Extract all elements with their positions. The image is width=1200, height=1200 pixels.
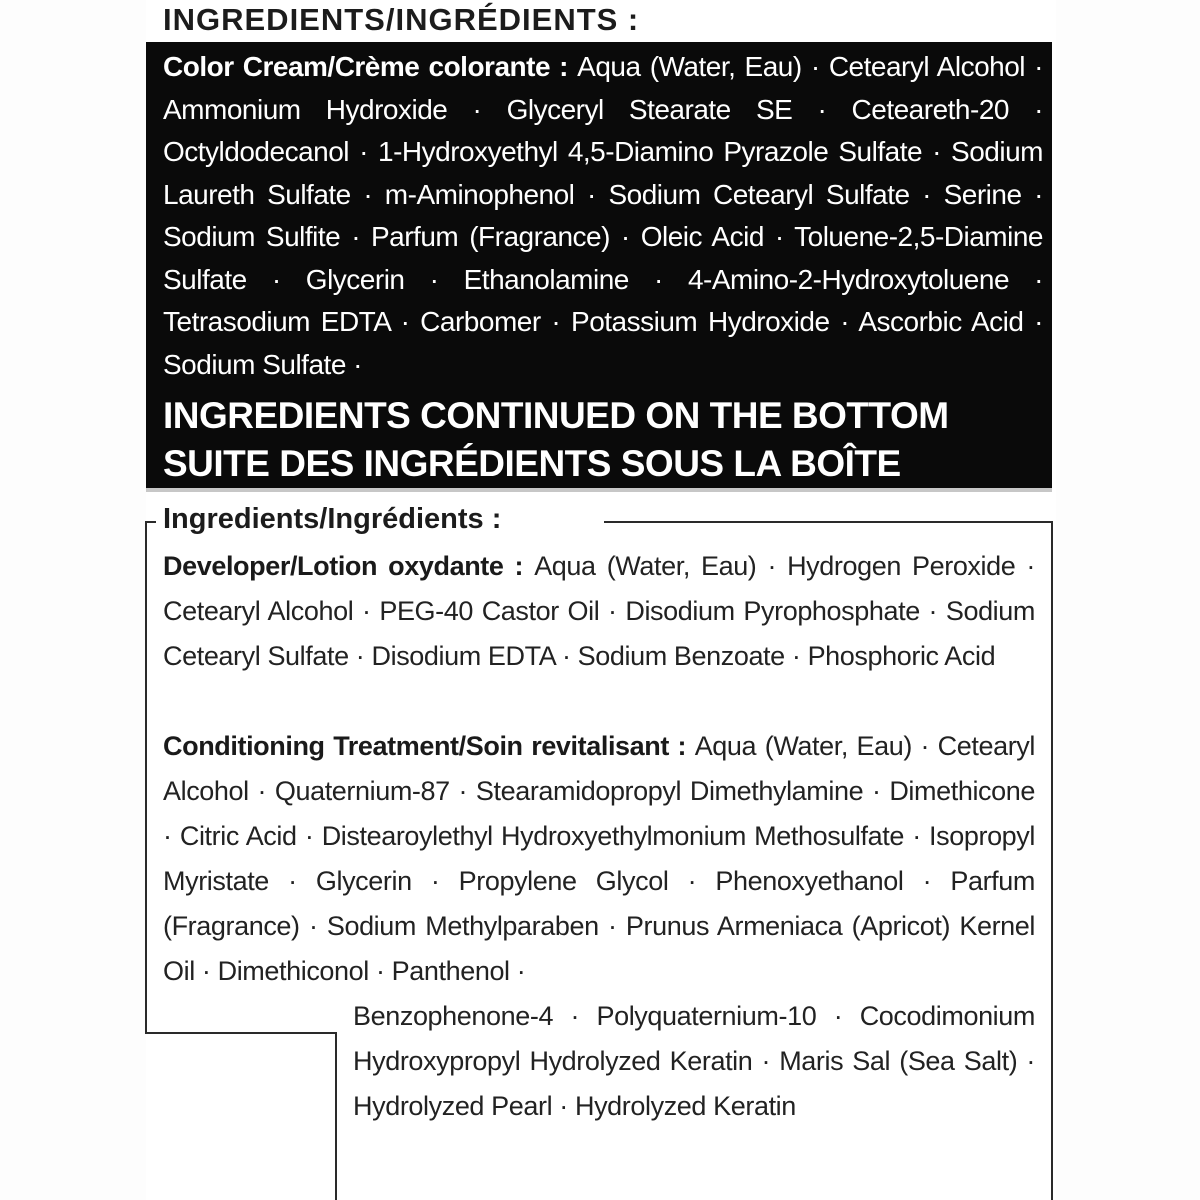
developer-list: Aqua (Water, Eau) · Hydrogen Peroxide · Cetearyl Alcohol · PEG-40 Castor Oil · Disodium Pyrophosphate · Sodium Cetearyl Sulfate · Disodium EDTA · Sodium Benzoate · Phosphoric Acid bbox=[163, 551, 1036, 671]
conditioner-ingredients-continued bbox=[353, 994, 1035, 1129]
color-cream-list: Aqua (Water, Eau) · Cetearyl Alcohol · Ammonium Hydroxide · Glyceryl Stearate SE · Ceteareth-20 · Octyldodecanol · 1-Hydroxyethyl 4,5-Diamino Pyrazole Sulfate · Sodium Laureth Sulfate · m-Aminophenol · Sodium Cetearyl Sulfate · Serine · Sodium Sulfite · Parfum (Fragrance) · Oleic Acid · Toluene-2,5-Diamine Sulfate · Glycerin · Ethanolamine · 4-Amino-2-Hydroxytoluene · Tetrasodium EDTA · Carbomer · Potassium Hydroxide · Ascorbic Acid · Sodium Sulfate · bbox=[163, 51, 1043, 380]
conditioner-list-part2: Benzophenone-4 · Polyquaternium-10 · Cocodimonium Hydroxypropyl Hydrolyzed Keratin · Maris Sal (Sea Salt) · Hydrolyzed Pearl · Hydrolyzed Keratin bbox=[353, 1001, 1035, 1121]
bottom-ingredients-heading: Ingredients/Ingrédients : bbox=[163, 503, 511, 536]
developer-label: Developer/Lotion oxydante : bbox=[163, 551, 535, 581]
developer-ingredients bbox=[163, 544, 1035, 679]
conditioner-label: Conditioning Treatment/Soin revitalisant : bbox=[163, 731, 695, 761]
continued-notice-english: INGREDIENTS CONTINUED ON THE BOTTOM bbox=[163, 395, 949, 436]
conditioner-list-part1: Aqua (Water, Eau) · Cetearyl Alcohol · Quaternium-87 · Stearamidopropyl Dimethylamine · Dimethicone · Citric Acid · Distearoylethyl Hydroxyethylmonium Methosulfate · Isopropyl Myristate · Glycerin · Propylene Glycol · Phenoxyethanol · Parfum (Fragrance) · Sodium Methylparaben · Prunus Armeniaca (Apricot) Kernel Oil · Dimethiconol · Panthenol · bbox=[163, 731, 1035, 986]
continued-notice-french: SUITE DES INGRÉDIENTS SOUS LA BOÎTE bbox=[163, 443, 901, 484]
top-ingredients-heading: INGREDIENTS/INGRÉDIENTS : bbox=[163, 2, 640, 37]
color-cream-label: Color Cream/Crème colorante : bbox=[163, 51, 578, 82]
conditioner-ingredients bbox=[163, 724, 1035, 994]
